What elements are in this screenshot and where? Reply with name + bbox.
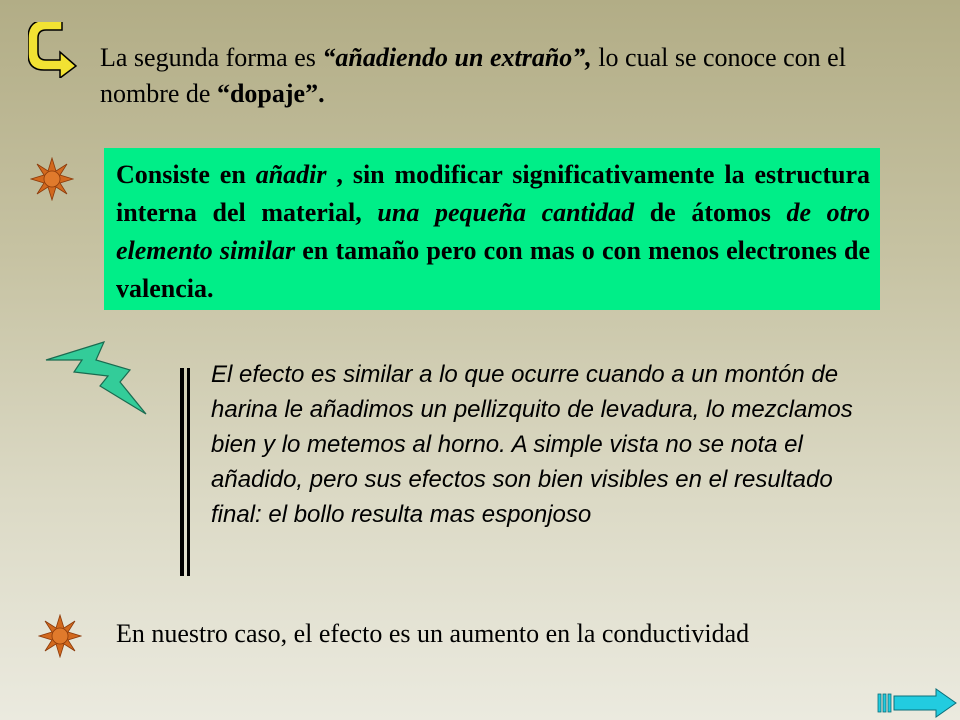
box-text-2: , sin modificar significativamente la estructura interna del material, (116, 160, 870, 227)
sunburst-bullet-icon (38, 614, 82, 658)
box-text-1: Consiste en (116, 160, 256, 189)
intro-emphasis-1: “añadiendo un extraño”, (322, 43, 592, 72)
quote-bar-right (187, 368, 190, 576)
intro-emphasis-2: “dopaje”. (216, 79, 325, 108)
intro-paragraph (100, 40, 860, 112)
intro-text-2: lo cual se conoce con el nombre de (100, 43, 846, 108)
box-text-4: en tamaño pero con mas o con menos electrones de valencia. (116, 236, 871, 303)
analogy-quote: El efecto es similar a lo que ocurre cuando a un montón de harina le añadimos un pellizquito de levadura, lo mezclamos bien y lo metemos al horno. A simple vista no se nota el añadido, pero sus efectos son bien visibles en el resultado final: el bollo resulta mas esponjoso (211, 361, 853, 528)
box-italic-1: añadir (255, 160, 327, 189)
sunburst-bullet-icon (30, 157, 74, 201)
lightning-bolt-icon (44, 340, 148, 420)
intro-text-1: La segunda forma es (100, 43, 323, 72)
box-italic-3: de otro elemento similar (116, 198, 870, 265)
definition-box (104, 148, 880, 310)
conclusion-text: En nuestro caso, el efecto es un aumento en la conductividad (116, 619, 750, 648)
box-italic-2: una pequeña cantidad (377, 198, 635, 227)
return-arrow-icon[interactable] (28, 22, 80, 78)
next-arrow-icon[interactable] (876, 688, 958, 718)
quote-bar-left (180, 368, 184, 576)
box-text-3: de átomos (634, 198, 787, 227)
